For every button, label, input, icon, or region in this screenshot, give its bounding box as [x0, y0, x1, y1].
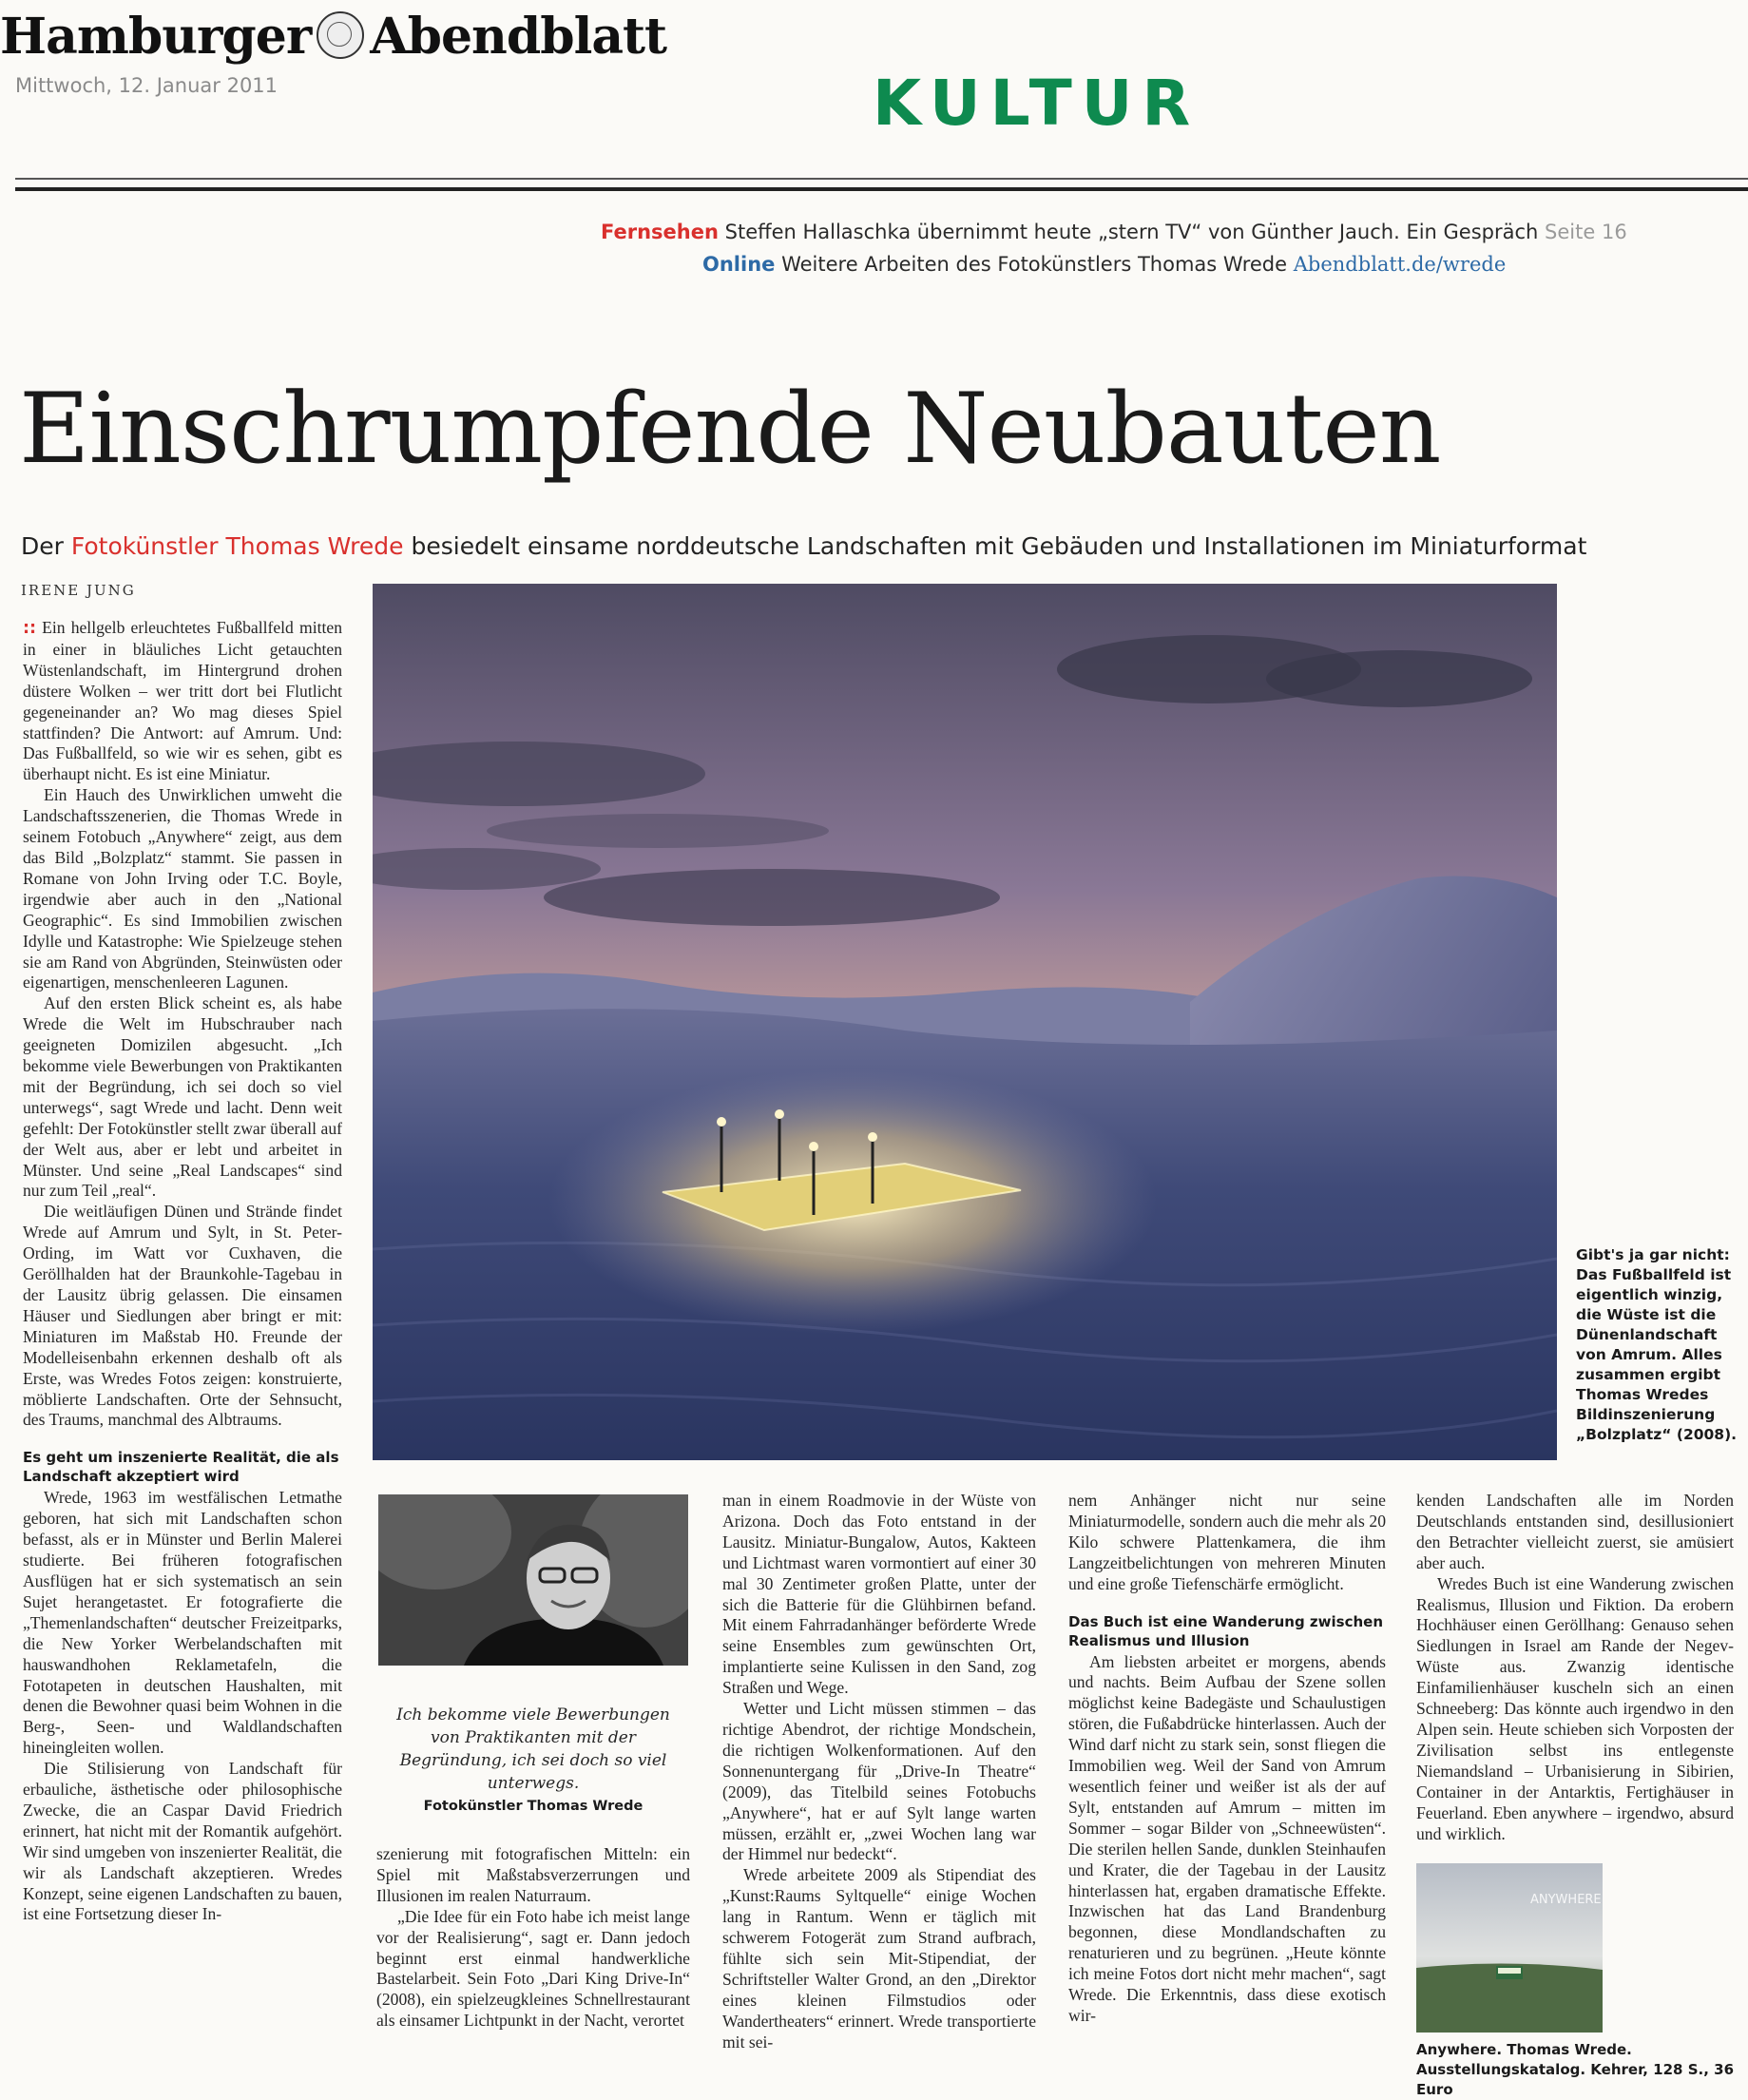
paragraph: Wredes Buch ist eine Wanderung zwischen Realismus, Illusion und Fiktion. Da erobern Hochhäuser einen Geröllhang: Genauso sehen Siedlungen in Israel am Rande der Negev-Wüste aus. Zwanzig identische Einfamilienhäuser kuscheln sich an einen Schneeberg: Das könnte auch irgendwo in den Alpen sein. Heute schieben sich Vorposten der Zivilisation selbst ins entlegenste Niemandsland – Urbanisierung in Sibirien, Container in der Antarktis, Fertighäuser in Feuerland. Eben anywhere – irgendwo, absurd und wirklich.: [1416, 1573, 1734, 1843]
article-column-3: [722, 1491, 1036, 2085]
paragraph: „Die Idee für ein Foto habe ich meist lange vor der Realisierung“, sagt er. Dann jedoch beginnt erst einmal handwerkliche Bastelarbeit. Sein Foto „Dari King Drive-In“ (2008), ein spielzeugkleines Schnellrestaurant als einsamer Lichtpunkt in der Nacht, verortet: [376, 1906, 690, 2031]
author-portrait-photo: [378, 1494, 688, 1666]
paragraph: Die Stilisierung von Landschaft für erbauliche, ästhetische oder philosophische Zwecke, die an Caspar David Friedrich erinnert, hat nicht mit der Romantik aufgehört. Wir sind umgeben von inszenierter Realität, die wir als Landschaft akzeptieren. Wredes Konzept, seine eigenen Landschaften zu bauen, ist eine Fortsetzung dieser In-: [23, 1759, 342, 1924]
teaser-tv-keyword: Fernsehen: [601, 221, 719, 243]
section-title: KULTUR: [873, 67, 1201, 140]
teaser-online-url[interactable]: Abendblatt.de/wrede: [1293, 253, 1507, 276]
masthead-seal-icon: [317, 11, 364, 59]
article-column-2: [376, 1844, 690, 2082]
paragraph: Wetter und Licht müssen stimmen – das richtige Abendrot, der richtige Mondschein, die richtigen Wolkenformationen. Auf den Sonnenuntergang für „Drive-In Theatre“ (2009), das Titelbild seines Fotobuchs „Anywhere“, hat er auf Sylt lange warten müssen, erzählt er, „zwei Wochen lang war der Himmel nur bedeckt“.: [722, 1699, 1036, 1864]
paragraph: kenden Landschaften alle im Norden Deutschlands entstanden sind, desillusioniert den Betrachter vielleicht zuerst, sie amüsiert aber auch.: [1416, 1491, 1734, 1572]
header-rule: [15, 178, 1748, 180]
article-byline: IRENE JUNG: [21, 582, 136, 599]
paragraph: nem Anhänger nicht nur seine Miniaturmodelle, sondern auch die mehr als 20 Kilo schwere Plattenkamera, die ihm Langzeitbelichtungen von mehreren Minuten und eine große Tiefenschärfe ermöglicht.: [1068, 1491, 1386, 1593]
paragraph: Wrede, 1963 im westfälischen Letmathe geboren, hat sich mit Landschaften schon befasst, als er in Münster und Berlin Malerei studierte. Bei früheren fotografischen Ausflügen hat er sich systematisch an sein Sujet herangetastet. Er fotografierte die „Themenlandschaften“ deutscher Freizeitparks, die New Yorker Werbelandschaften mit hauswandhohen Reklametafeln, die Fototapeten in deutschen Haushalten, mit denen die Bewohner quasi beim Wohnen in die Berg-, Seen- und Waldlandschaften hineingleiten wollen.: [23, 1488, 342, 1758]
teaser-tv: [601, 221, 1627, 243]
book-cover-image: [1416, 1863, 1603, 2033]
photo-caption: Gibt's ja gar nicht: Das Fußballfeld ist eigentlich winzig, die Wüste ist die Dünenlandschaft von Amrum. Alles zusammen ergibt Thomas Wredes Bildinszenierung „Bolzplatz“ (2008).: [1576, 1246, 1738, 1443]
dropmark-icon: ::: [23, 619, 37, 638]
pull-quote: Ich bekomme viele Bewerbungen von Praktikanten mit der Begründung, ich sei doch so viel unterwegs.: [396, 1705, 670, 1793]
subheading: Das Buch ist eine Wanderung zwischen Realismus und Illusion: [1068, 1612, 1383, 1649]
paragraph: man in einem Roadmovie in der Wüste von Arizona. Doch das Foto entstand in der Lausitz. Miniatur-Bungalow, Autos, Kakteen und Lichtmast waren vormontiert auf einer 30 mal 30 Zentimeter großen Platte, unter der sich die Batterie für die Glühbirnen befand. Mit einem Fahrradanhänger beförderte Wrede seine Ensembles zum gewünschten Ort, implantierte seine Kulissen in den Sand, zog Straßen und Wege.: [722, 1491, 1036, 1698]
subheadline-post: besiedelt einsame norddeutsche Landschaften mit Gebäuden und Installationen im Miniaturformat: [411, 532, 1587, 560]
paragraph: Wrede arbeitete 2009 als Stipendiat des „Kunst:Raums Syltquelle“ einige Wochen lang in Rantum. Wenn er täglich mit schwerem Fotogerät zum Strand aufbrach, fühlte sich sein Mit-Stipendiat, der Schriftsteller Walter Grond, an den „Direktor eines kleinen Filmstudios oder Wandertheaters“ erinnert. Wrede transportierte mit sei-: [722, 1865, 1036, 2052]
article-column-4: [1068, 1491, 1386, 2085]
teaser-online: [702, 253, 1506, 276]
teaser-tv-text: Steffen Hallaschka übernimmt heute „stern TV“ von Günther Jauch. Ein Gespräch: [724, 221, 1539, 243]
pull-quote-author: Fotokünstler Thomas Wrede: [423, 1799, 643, 1814]
paragraph: Am liebsten arbeitet er morgens, abends und nachts. Beim Aufbau der Szene sollen möglichst keine Badegäste und Schaulustigen stören, die Fußabdrücke hinterlassen. Auch der Wind darf nicht zu stark sein, sonst fliegen die Immobilien weg. Weil der Sand von Amrum wesentlich feiner und weißer ist als der auf Sylt, entstanden auf Amrum – mitten im Sommer – sogar Bilder von „Schneewüsten“. Die sterilen hellen Sande, dunklen Steinhaufen und Krater, die der Tagebau in der Lausitz hinterlassen hat, ergaben dramatische Effekte. Inzwischen hat das Land Brandenburg begonnen, diese Mondlandschaften zu renaturieren und zu begrünen. „Heute könnte ich meine Fotos dort nicht mehr machen“, sagt Wrede. Die Erkenntnis, dass diese exotisch wir-: [1068, 1651, 1386, 2025]
paragraph: Ein Hauch des Unwirklichen umweht die Landschaftsszenerien, die Thomas Wrede in seinem Fotobuch „Anywhere“ zeigt, aus dem das Bild „Bolzplatz“ stammt. Sie passen in Romane von John Irving oder T.C. Boyle, irgendwie aber auch in den „National Geographic“. Es sind Immobilien zwischen Idylle und Katastrophe: Wie Spielzeuge stehen sie am Rand von Abgründen, Steinwüsten oder eigenartigen, menschenleeren Lagunen.: [23, 785, 342, 992]
subheadline-pre: Der: [21, 532, 64, 560]
article-column-5: [1416, 1491, 1734, 1861]
teaser-tv-page-ref: Seite 16: [1545, 221, 1627, 243]
book-caption: Anywhere. Thomas Wrede. Ausstellungskatalog. Kehrer, 128 S., 36 Euro: [1416, 2041, 1735, 2098]
subheadline-highlight: Fotokünstler Thomas Wrede: [70, 532, 404, 560]
article-subheadline: [21, 532, 1586, 560]
header-rule-thick: [15, 187, 1748, 191]
teaser-online-text: Weitere Arbeiten des Fotokünstlers Thomas Wrede: [781, 253, 1288, 276]
paragraph: :: Ein hellgelb erleuchtetes Fußballfeld mitten in einer in bläuliches Licht getauchten Wüstenlandschaft, im Hintergrund drohen düstere Wolken – wer tritt dort bei Flutlicht gegeneinander an? Wo mag dieses Spiel stattfinden? Die Antwort: auf Amrum. Und: Das Fußballfeld, so wie wir es sehen, gibt es überhaupt nicht. Es ist eine Miniatur.: [23, 618, 342, 784]
paragraph: szenierung mit fotografischen Mitteln: ein Spiel mit Maßstabsverzerrungen und Illusionen im realen Naturraum.: [376, 1844, 690, 1905]
subheading: Es geht um inszenierte Realität, die als Landschaft akzeptiert wird: [23, 1449, 339, 1486]
masthead-name-right: Abendblatt: [370, 8, 667, 66]
teaser-online-keyword: Online: [702, 253, 776, 276]
article-headline: Einschrumpfende Neubauten: [19, 373, 1441, 486]
issue-date: Mittwoch, 12. Januar 2011: [15, 74, 279, 97]
main-photo-bolzplatz: [373, 584, 1557, 1460]
book-cover-title: ANYWHERE: [1530, 1893, 1602, 1907]
masthead-logo: [0, 8, 666, 66]
masthead-name-left: Hamburger: [0, 8, 312, 66]
paragraph: Auf den ersten Blick scheint es, als habe Wrede die Welt im Hubschrauber nach geeigneten Domizilen abgesucht. „Ich bekomme viele Bewerbungen von Praktikanten mit der Begründung, ich sei doch so viel unterwegs“, sagt Wrede und lacht. Denn weit gefehlt: Der Fotokünstler stellt zwar überall auf der Welt aus, aber er lebt und arbeitet in Münster. Und seine „Real Landscapes“ sind nur zum Teil „real“.: [23, 993, 342, 1201]
article-column-1: [23, 618, 342, 2087]
paragraph: Die weitläufigen Dünen und Strände findet Wrede auf Amrum und Sylt, in St. Peter-Ording, im Watt vor Cuxhaven, die Geröllhalden hat der Braunkohle-Tagebau in der Lausitz übrig gelassen. Die einsamen Häuser und Siedlungen aber bringt er mit: Miniaturen im Maßstab H0. Freunde der Modelleisenbahn erkennen deshalb oft als Erste, was Wredes Fotos zeigen: konstruierte, möblierte Landschaften. Orte der Sehnsucht, des Traums, manchmal des Albtraums.: [23, 1202, 342, 1430]
